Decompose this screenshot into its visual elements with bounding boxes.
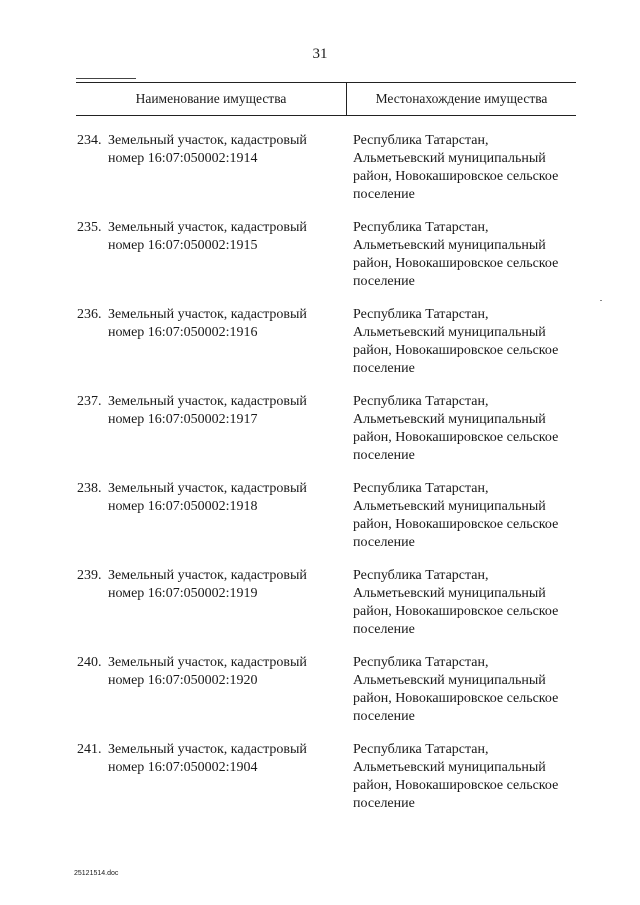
property-location-line: Альметьевский муниципальный [353,673,546,688]
property-name-line: Земельный участок, кадастровый [108,394,307,409]
document-filename: 25121514.doc [74,870,119,877]
property-location-line: Республика Татарстан, [353,307,489,322]
property-name-line: номер 16:07:050002:1914 [108,151,258,166]
property-location-line: Альметьевский муниципальный [353,325,546,340]
property-name-line: Земельный участок, кадастровый [108,742,307,757]
table-row [0,132,640,212]
page-number: 31 [312,46,328,62]
property-location-line: район, Новокашировское сельское [353,604,559,619]
row-number: 240. [77,655,102,670]
property-location-line: Республика Татарстан, [353,133,489,148]
property-location-line: Республика Татарстан, [353,568,489,583]
property-location [353,306,583,378]
property-name [108,219,340,255]
column-header-location: Местонахождение имущества [375,91,548,106]
property-name-line: Земельный участок, кадастровый [108,568,307,583]
property-name-line: Земельный участок, кадастровый [108,481,307,496]
property-location-line: Альметьевский муниципальный [353,238,546,253]
property-location [353,219,583,291]
property-location-line: поселение [353,709,415,724]
property-location-line: поселение [353,187,415,202]
property-location-line: Республика Татарстан, [353,220,489,235]
table-row [0,741,640,821]
table-header-bottom-rule [76,115,576,116]
property-name-line: номер 16:07:050002:1916 [108,325,258,340]
table-header-top-rule [76,82,576,83]
property-location-line: район, Новокашировское сельское [353,517,559,532]
property-location-line: район, Новокашировское сельское [353,169,559,184]
property-location-line: район, Новокашировское сельское [353,778,559,793]
property-location-line: Республика Татарстан, [353,655,489,670]
table-row [0,393,640,473]
property-location-line: район, Новокашировское сельское [353,256,559,271]
property-location [353,132,583,204]
property-location [353,654,583,726]
table-row [0,567,640,647]
property-location-line: Республика Татарстан, [353,481,489,496]
property-name [108,741,340,777]
row-number: 238. [77,481,102,496]
margin-mark [600,300,602,301]
property-location-line: поселение [353,448,415,463]
property-location-line: Республика Татарстан, [353,394,489,409]
property-name-line: Земельный участок, кадастровый [108,655,307,670]
property-name-line: номер 16:07:050002:1920 [108,673,258,688]
property-name-line: номер 16:07:050002:1915 [108,238,258,253]
property-location-line: поселение [353,535,415,550]
property-location-line: поселение [353,622,415,637]
header-rule-accent [76,78,136,79]
property-location-line: район, Новокашировское сельское [353,343,559,358]
row-number: 236. [77,307,102,322]
row-number: 241. [77,742,102,757]
property-location-line: поселение [353,796,415,811]
property-location [353,393,583,465]
table-row [0,654,640,734]
table-row [0,219,640,299]
property-name-line: номер 16:07:050002:1918 [108,499,258,514]
property-location-line: поселение [353,361,415,376]
property-name-line: Земельный участок, кадастровый [108,133,307,148]
row-number: 239. [77,568,102,583]
property-location-line: Республика Татарстан, [353,742,489,757]
property-location-line: Альметьевский муниципальный [353,586,546,601]
property-name [108,132,340,168]
property-name-line: номер 16:07:050002:1919 [108,586,258,601]
property-location-line: Альметьевский муниципальный [353,499,546,514]
property-location [353,567,583,639]
table-row [0,306,640,386]
property-location-line: Альметьевский муниципальный [353,760,546,775]
property-location-line: Альметьевский муниципальный [353,151,546,166]
property-location-line: Альметьевский муниципальный [353,412,546,427]
property-name [108,306,340,342]
property-name [108,393,340,429]
property-location-line: район, Новокашировское сельское [353,691,559,706]
row-number: 234. [77,133,102,148]
table-row [0,480,640,560]
property-name [108,480,340,516]
row-number: 235. [77,220,102,235]
property-name [108,567,340,603]
property-name-line: номер 16:07:050002:1904 [108,760,258,775]
property-name [108,654,340,690]
property-name-line: Земельный участок, кадастровый [108,307,307,322]
property-location-line: район, Новокашировское сельское [353,430,559,445]
property-location-line: поселение [353,274,415,289]
property-location [353,480,583,552]
column-header-name: Наименование имущества [135,91,287,106]
property-name-line: Земельный участок, кадастровый [108,220,307,235]
row-number: 237. [77,394,102,409]
property-name-line: номер 16:07:050002:1917 [108,412,258,427]
property-location [353,741,583,813]
